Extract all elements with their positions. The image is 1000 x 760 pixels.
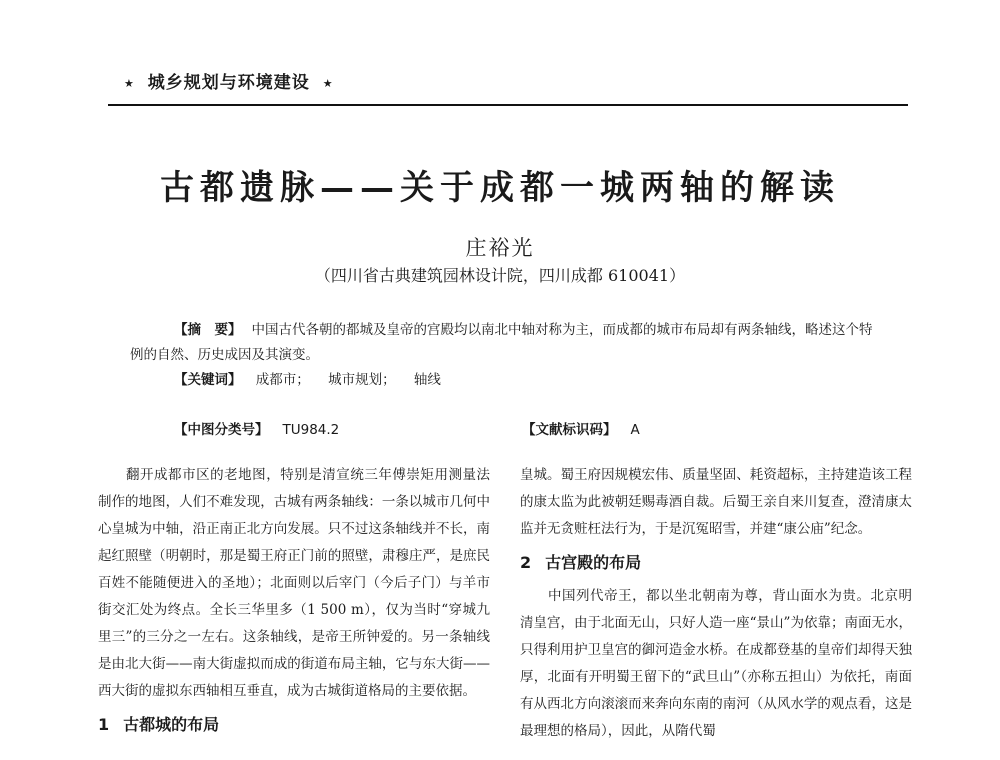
header-rule [108,104,908,106]
keyword-item: 城市规划； [328,372,396,388]
classification-value: TU984.2 [282,422,340,438]
keywords-row [130,368,878,393]
star-left-icon: ★ [124,76,135,90]
document-code-label: 【文献标识码】 [522,422,617,438]
keywords-label: 【关键词】 [174,372,242,388]
keyword-item: 成都市； [255,372,310,388]
abstract-text: 中国古代各朝的都城及皇帝的宫殿均以南北中轴对称为主，而成都的城市布局却有两条轴线，略述这个特例的自然、历史成因及其演变。 [130,322,873,363]
abstract-paragraph [130,318,878,368]
section-number: 2 [520,553,532,572]
section-title: 古都城的布局 [123,715,220,734]
document-code [522,418,640,438]
section-heading [520,543,912,583]
section-number: 1 [98,715,110,734]
author-name: 庄裕光 [465,236,535,260]
left-column [98,462,490,745]
classification-label: 【中图分类号】 [174,422,269,438]
section-name: 城乡规划与环境建设 [147,73,310,93]
body-paragraph: 皇城。蜀王府因规模宏伟、质量坚固、耗资超标，主持建造该工程的康太监为此被朝廷赐毒酒自裁。后蜀王亲自来川复查，澄清康太监并无贪赃枉法行为，于是沉冤昭雪，并建“康公庙”纪念。 [520,467,912,537]
right-column [520,462,912,745]
author-affiliation: （四川省古典建筑园林设计院，四川成都 610041） [314,266,686,285]
journal-section-header [118,68,340,93]
article-title: 古都遗脉——关于成都一城两轴的解读 [160,168,840,208]
keyword-item: 轴线 [413,372,441,388]
abstract-block [130,318,878,393]
section-title: 古宫殿的布局 [545,553,642,572]
abstract-label: 【摘 要】 [174,322,242,338]
classification-number [174,418,339,438]
body-paragraph: 翻开成都市区的老地图，特别是清宣统三年傅崇矩用测量法制作的地图，人们不难发现，古城有两条轴线：一条以城市几何中心皇城为中轴，沿正南正北方向发展。只不过这条轴线并不长，南起红照壁（明朝时，那是蜀王府正门前的照壁，肃穆庄严，是庶民百姓不能随便进入的圣地）；北面则以后宰门（今后子门）与羊市街交汇处为终点。全长三华里多（1 500 m），仅为当时“穿城九里三”的三分之一左右。这条轴线，是帝王所钟爱的。另一条轴线是由北大街——南大街虚拟而成的街道布局主轴，它与东大街——西大街的虚拟东西轴相互垂直，成为古城街道格局的主要依据。 [98,467,490,699]
body-paragraph: 中国列代帝王，都以坐北朝南为尊，背山面水为贵。北京明清皇宫，由于北面无山，只好人造一座“景山”为依靠；南面无水，只得利用护卫皇宫的御河造金水桥。在成都登基的皇帝们却得天独厚，北面有开明蜀王留下的“武旦山”（亦称五担山）为依托，南面有从西北方向滚滚而来奔向东南的南河（从风水学的观点看，这是最理想的格局），因此，从隋代蜀 [520,588,912,739]
star-right-icon: ★ [322,76,334,90]
document-code-value: A [630,422,640,438]
section-heading [98,705,490,745]
